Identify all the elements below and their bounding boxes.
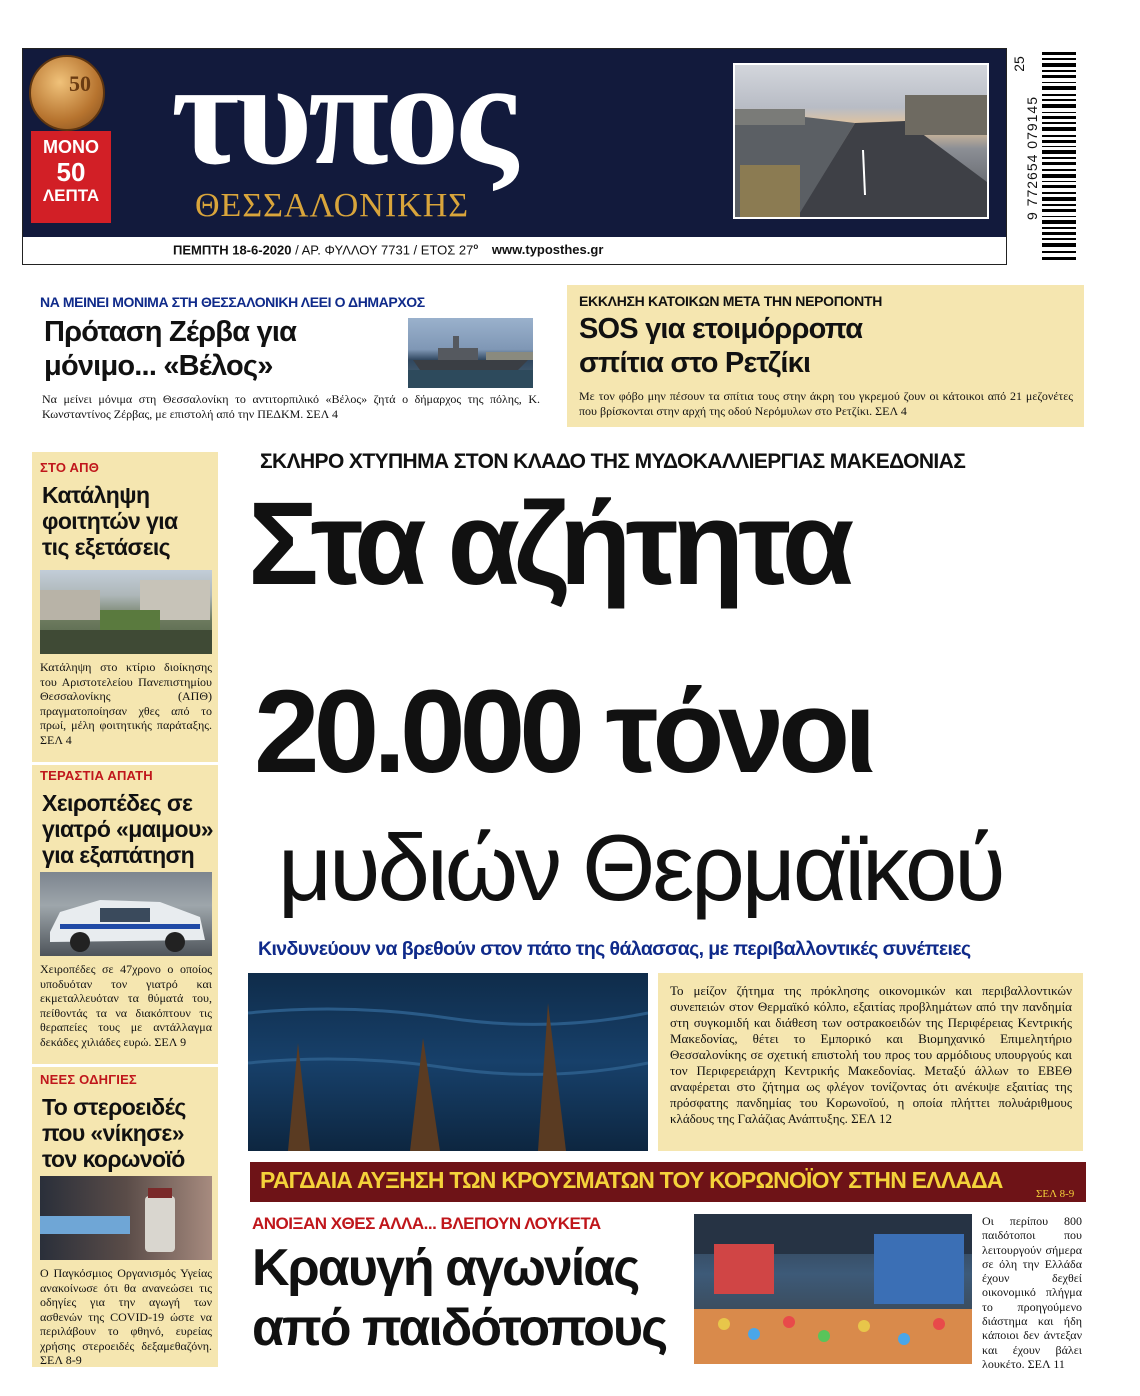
price-line3: ΛΕΠΤΑ	[42, 186, 100, 205]
mussels-drawing	[248, 973, 648, 1151]
mussels-photo	[248, 973, 648, 1151]
top-right-title-1: SOS για ετοιμόρροπα	[579, 313, 863, 345]
price-line2: 50	[56, 157, 86, 187]
sidebar-title-1-line3: τις εξετάσεις	[42, 534, 171, 560]
main-headline-line1: Στα αζήτητα	[248, 478, 849, 610]
top-right-story	[567, 285, 1084, 427]
main-subhead: Κινδυνεύουν να βρεθούν στον πάτο της θάλασσας, με περιβαλλοντικές συνέπειες	[258, 938, 971, 960]
sidebar-title-2	[42, 790, 214, 868]
barcode	[1012, 52, 1076, 264]
sidebar-title-3-line2: που «νίκησε»	[42, 1120, 184, 1146]
warship-photo	[408, 318, 533, 388]
sidebar-title-2-line3: για εξαπάτηση	[42, 842, 195, 868]
sidebar-divider-1	[32, 762, 218, 765]
bottom-kicker: ΑΝΟΙΞΑΝ ΧΘΕΣ ΑΛΛΑ... ΒΛΕΠΟΥΝ ΛΟΥΚΕΤΑ	[252, 1214, 601, 1233]
top-right-text: Με τον φόβο μην πέσουν τα σπίτια τους στην άκρη του γκρεμού ζουν οι κάτοικοι από 21 μεζονέτες που βρίσκονται στην αρχή της οδού Νερόμυλων στο Ρετζίκι. ΣΕΛ 4	[579, 389, 1073, 418]
warship-drawing	[408, 318, 533, 388]
price-line1: ΜΟΝΟ	[43, 137, 99, 157]
corona-banner-page: ΣΕΛ 8-9	[1036, 1188, 1075, 1200]
corona-banner	[250, 1162, 1086, 1202]
euro-coin-icon	[29, 55, 105, 131]
sidebar-title-1-line1: Κατάληψη	[42, 482, 150, 508]
masthead	[22, 32, 1007, 265]
top-left-title-2: μόνιμο... «Βέλος»	[44, 350, 273, 382]
bottom-title-2: από παιδότοπους	[252, 1299, 667, 1357]
sidebar-title-3	[42, 1094, 214, 1172]
sidebar-kicker-1: ΣΤΟ ΑΠΘ	[40, 460, 100, 475]
bottom-text: Οι περίπου 800 παιδότοποι που λειτουργούν σήμερα σε όλη την Ελλάδα έχουν δεχθεί οικονομικό πλήγμα το προηγούμενο διάστημα και ήδη κάποιοι δεν άντεξαν και έχουν βάλει λουκέτο. ΣΕΛ 11	[982, 1214, 1082, 1371]
newspaper-subtitle: ΘΕΣΣΑΛΟΝΙΚΗΣ	[195, 187, 470, 224]
sidebar-title-1	[42, 482, 212, 560]
vial-drawing	[40, 1176, 212, 1260]
playground-photo	[694, 1214, 972, 1364]
sidebar	[32, 452, 218, 1367]
sidebar-divider-2	[32, 1064, 218, 1067]
degree-mark: ο	[473, 242, 479, 251]
main-text: Το μείζον ζήτημα της πρόκλησης οικονομικών και περιβαλλοντικών συνεπειών στον Θερμαϊκό κόλπο, εξαιτίας προβλημάτων από την πανδημία στη συγκομιδή και διάθεση των οστρακοειδών της Περιφέρειας Κεντρικής Μακεδονίας, θέτει το Εμπορικό και Βιομηχανικό Επιμελητήριο Θεσσαλονίκης σε σχετική επιστολή του προς του αρμόδιους υπουργούς και τον Περιφερειάρχη Κεντρικής Μακεδονίας. Μεταξύ άλλων το ΕΒΕΘ αναφέρεται στο ζήτημα ως φλέγον τονίζοντας ότι ανέκυψε εξαιτίας της πρόσφατης πανδημίας του Κορωνοϊού, η οποία πλήττει πολυάριθμους κλάδους της Γαλάζιας Ανάπτυξης. ΣΕΛ 12	[670, 983, 1072, 1126]
dateline	[173, 242, 603, 257]
barcode-bars-icon	[1042, 52, 1076, 262]
price-tag	[31, 131, 111, 223]
top-right-kicker: ΕΚΚΛΗΣΗ ΚΑΤΟΙΚΩΝ ΜΕΤΑ ΤΗΝ ΝΕΡΟΠΟΝΤΗ	[579, 293, 883, 309]
police-car-drawing	[40, 872, 212, 956]
road-photo	[733, 63, 989, 219]
sidebar-kicker-3: ΝΕΕΣ ΟΔΗΓΙΕΣ	[40, 1072, 137, 1087]
issue-date: ΠΕΜΠΤΗ 18-6-2020	[173, 242, 292, 258]
playground-drawing	[694, 1214, 972, 1364]
sidebar-text-3: Ο Παγκόσμιος Οργανισμός Υγείας ανακοίνωσε ότι θα ανανεώσει τις οδηγίες για την αγωγή των ασθενών της COVID-19 ώστε να περιλάβουν το φθηνό, ευρείας χρήσης στεροειδές δεξαμεθαζόνη. ΣΕΛ 8-9	[40, 1266, 212, 1367]
university-drawing	[40, 570, 212, 654]
sidebar-title-2-line1: Χειροπέδες σε	[42, 790, 193, 816]
top-left-story	[30, 288, 545, 428]
sidebar-title-3-line1: Το στεροειδές	[42, 1094, 186, 1120]
issue-number: / ΑΡ. ΦΥΛΛΟΥ 7731 / ΕΤΟΣ 27	[295, 242, 474, 258]
top-left-text: Να μείνει μόνιμα στη Θεσσαλονίκη το αντιτορπιλικό «Βέλος» ζητά ο δήμαρχος της πόλης, Κ. Κωνσταντίνος Ζέρβας, με επιστολή από την ΠΕΔΚΜ. ΣΕΛ 4	[42, 392, 540, 421]
sidebar-title-2-line2: γιατρό «μαιμου»	[42, 816, 213, 842]
top-right-title-2: σπίτια στο Ρετζίκι	[579, 347, 811, 379]
main-headline-line2: 20.000 τόνοι	[254, 666, 871, 798]
sidebar-title-1-line2: φοιτητών για	[42, 508, 178, 534]
top-left-kicker: ΝΑ ΜΕΙΝΕΙ ΜΟΝΙΜΑ ΣΤΗ ΘΕΣΣΑΛΟΝΙΚΗ ΛΕΕΙ Ο ΔΗΜΑΡΧΟΣ	[40, 294, 425, 310]
main-headline-line3: μυδιών Θερμαϊκού	[278, 815, 1003, 920]
barcode-issue: 25	[1010, 56, 1027, 72]
top-left-title-1: Πρόταση Ζέρβα για	[44, 316, 297, 348]
road-photo-drawing	[735, 65, 989, 219]
bottom-title-1: Κραυγή αγωνίας	[252, 1239, 639, 1297]
police-car-photo	[40, 872, 212, 956]
barcode-number: 9 772654 079145	[1024, 96, 1040, 220]
website-link[interactable]: www.typosthes.gr	[491, 242, 604, 258]
sidebar-text-2: Χειροπέδες σε 47χρονο ο οποίος υποδυόταν τον γιατρό και εκμεταλλευόταν τα θύματά του, πείθοντάς τα να διακόπτουν τις θεραπείες τους με αντάλλαγμα δεκάδες χιλιάδες ευρώ. ΣΕΛ 9	[40, 962, 212, 1049]
university-photo	[40, 570, 212, 654]
main-text-box	[658, 973, 1083, 1151]
medicine-vial-photo	[40, 1176, 212, 1260]
sidebar-text-1: Κατάληψη στο κτίριο διοίκησης του Αριστοτελείου Πανεπιστημίου Θεσσαλονίκης (ΑΠΘ) πραγματοποίησαν χθες από το πρωί, μέλη φοιτητικής παράταξης. ΣΕΛ 4	[40, 660, 212, 747]
coin-value: 50	[69, 71, 91, 96]
newspaper-logo: τυπος	[171, 32, 514, 196]
corona-banner-text: ΡΑΓΔΑΙΑ ΑΥΞΗΣΗ ΤΩΝ ΚΡΟΥΣΜΑΤΩΝ ΤΟΥ ΚΟΡΩΝΟΪΟΥ ΣΤΗΝ ΕΛΛΑΔΑ	[260, 1167, 1003, 1193]
sidebar-kicker-2: ΤΕΡΑΣΤΙΑ ΑΠΑΤΗ	[40, 768, 153, 783]
main-kicker: ΣΚΛΗΡΟ ΧΤΥΠΗΜΑ ΣΤΟΝ ΚΛΑΔΟ ΤΗΣ ΜΥΔΟΚΑΛΛΙΕΡΓΙΑΣ ΜΑΚΕΔΟΝΙΑΣ	[260, 450, 966, 473]
sidebar-title-3-line3: τον κορωνοϊό	[42, 1146, 185, 1172]
